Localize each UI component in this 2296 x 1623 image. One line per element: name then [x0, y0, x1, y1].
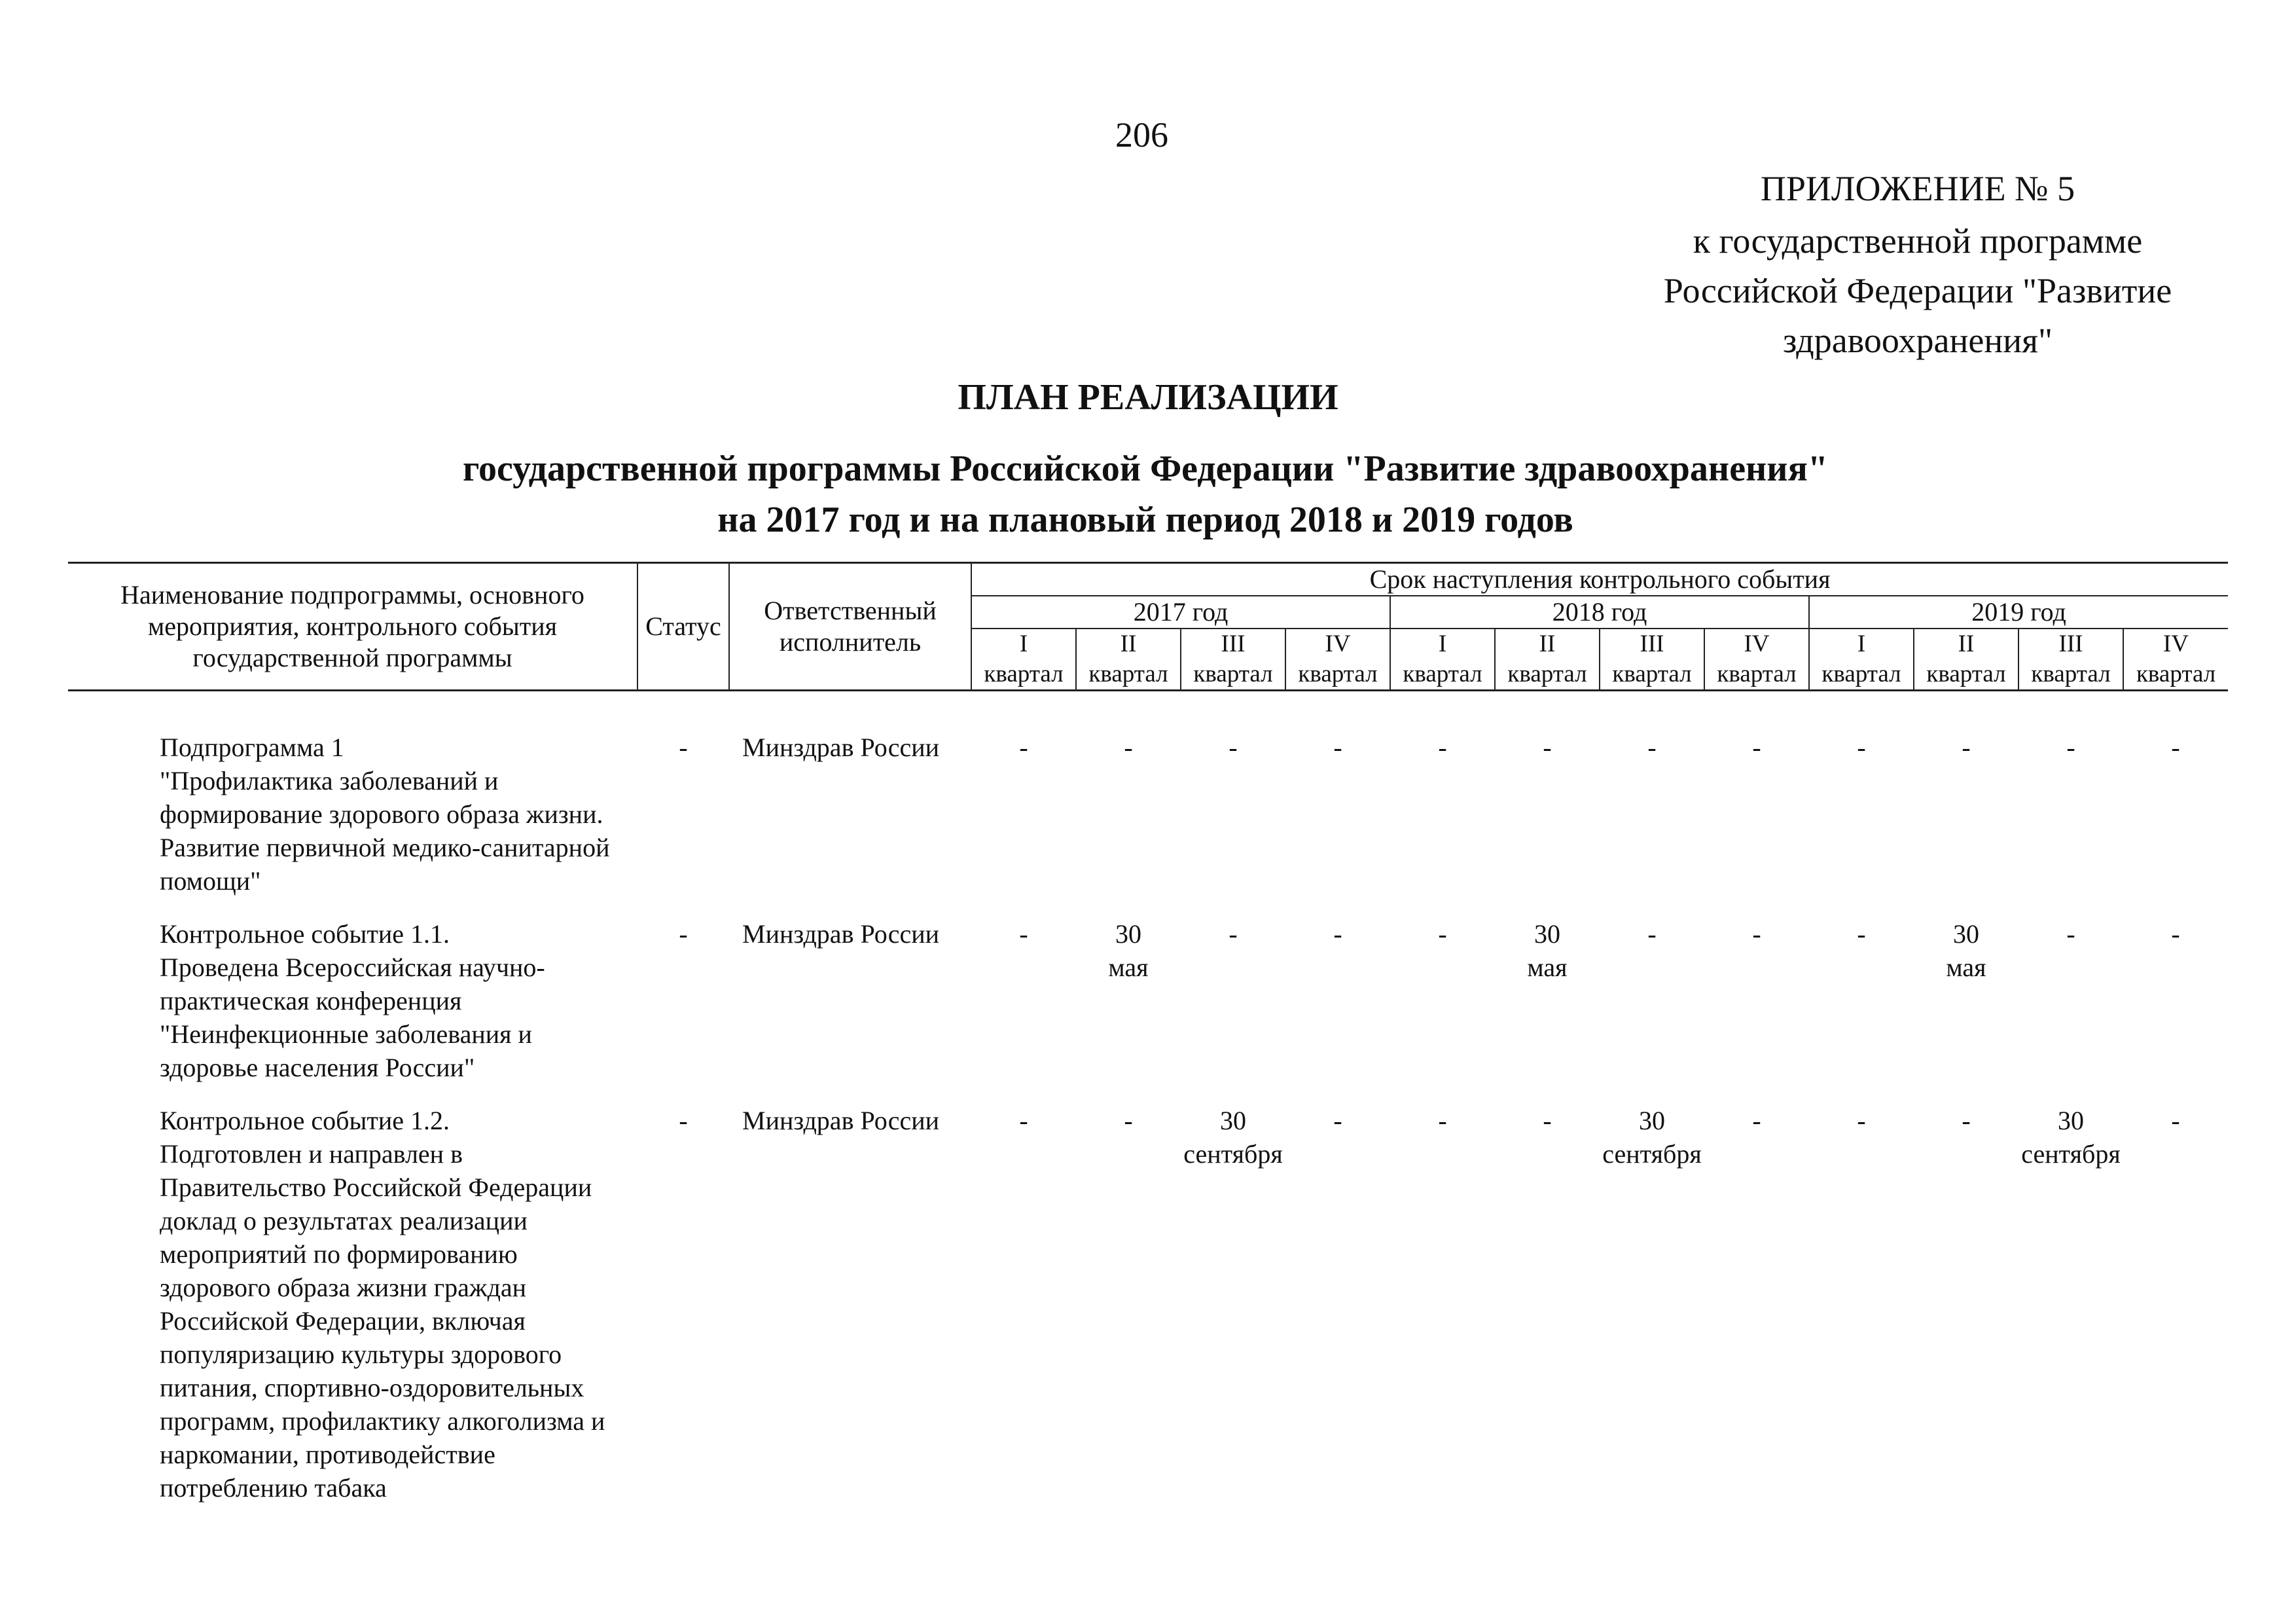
- quarter-month: сентября: [2021, 1139, 2121, 1169]
- row-quarter-cell: [971, 917, 1076, 1104]
- header-quarter-word: квартал: [1926, 661, 2006, 687]
- header-quarter-word: квартал: [984, 661, 1064, 687]
- header-quarter-word: квартал: [1507, 661, 1587, 687]
- row-status: -: [679, 1106, 688, 1135]
- row-quarter-cell: [1914, 731, 2018, 917]
- annex-title: ПРИЛОЖЕНИЕ № 5: [1760, 169, 2075, 208]
- row-quarter-cell: [1600, 1104, 1704, 1524]
- quarter-value: -: [1019, 733, 1028, 762]
- row-quarter-cell: [1809, 917, 1914, 1104]
- implementation-plan-table: [68, 562, 2228, 1524]
- row-quarter-cell: [1914, 917, 2018, 1104]
- row-quarter-cell: [1285, 917, 1390, 1104]
- table-row: [68, 917, 2228, 1104]
- row-quarter-cell: [1914, 1104, 2018, 1524]
- quarter-value: -: [1752, 919, 1761, 949]
- quarter-value: 30: [1115, 919, 1141, 949]
- row-quarter-cell: [1076, 1104, 1181, 1524]
- table-row: [68, 1104, 2228, 1524]
- header-quarter-word: квартал: [1403, 661, 1482, 687]
- row-quarter-cell: [2123, 917, 2228, 1104]
- header-year-2019: 2019 год: [1809, 596, 2228, 629]
- annex-block: [1590, 164, 2245, 365]
- header-quarter-number: II: [1958, 630, 1975, 657]
- header-quarter-word: квартал: [1821, 661, 1901, 687]
- quarter-value: -: [1647, 919, 1657, 949]
- row-name: Контрольное событие 1.2. Подготовлен и направлен в Правительство Российской Федерации доклад о результатах реализации мероприятий по формированию здорового образа жизни граждан Российской Федерации, включая популяризацию культуры здорового питания, спортивно-оздоровительных программ, профилактику алкоголизма и наркомании, противодействие потреблению табака: [160, 1106, 605, 1503]
- quarter-value: -: [1962, 1106, 1971, 1135]
- row-quarter-cell: [1809, 731, 1914, 917]
- header-quarter-word: квартал: [1717, 661, 1797, 687]
- row-quarter-cell: [1181, 917, 1285, 1104]
- annex-line-1: к государственной программе: [1693, 221, 2143, 261]
- quarter-value: -: [1438, 919, 1447, 949]
- row-quarter-cell: [2018, 917, 2123, 1104]
- row-quarter-cell: [971, 1104, 1076, 1524]
- row-quarter-cell: [2123, 1104, 2228, 1524]
- row-quarter-cell: [1495, 1104, 1600, 1524]
- row-quarter-cell: [1181, 731, 1285, 917]
- quarter-value: 30: [1953, 919, 1979, 949]
- row-quarter-cell: [1285, 731, 1390, 917]
- header-quarter-word: квартал: [1088, 661, 1168, 687]
- row-quarter-cell: [1704, 731, 1809, 917]
- annex-line-2: Российской Федерации "Развитие: [1663, 271, 2172, 310]
- header-quarter-word: квартал: [2031, 661, 2111, 687]
- row-executor: Минздрав России: [742, 733, 940, 762]
- header-quarter-number: III: [2058, 630, 2083, 657]
- quarter-value: 30: [1220, 1106, 1246, 1135]
- quarter-month: мая: [1527, 953, 1568, 982]
- quarter-value: -: [2171, 733, 2180, 762]
- quarter-value: -: [1229, 733, 1238, 762]
- header-quarter: [1076, 629, 1181, 691]
- quarter-value: -: [2171, 919, 2180, 949]
- header-quarter-number: I: [1438, 630, 1447, 657]
- row-quarter-cell: [2123, 731, 2228, 917]
- header-quarter-number: I: [1019, 630, 1028, 657]
- row-quarter-cell: [2018, 1104, 2123, 1524]
- quarter-value: -: [1124, 1106, 1133, 1135]
- row-quarter-cell: [1076, 917, 1181, 1104]
- header-name: Наименование подпрограммы, основного мероприятия, контрольного события государственной программы: [68, 563, 637, 691]
- header-quarter: [1809, 629, 1914, 691]
- page-number: 206: [1115, 115, 1168, 155]
- header-year-2018: 2018 год: [1390, 596, 1809, 629]
- header-quarter: [971, 629, 1076, 691]
- row-quarter-cell: [1600, 917, 1704, 1104]
- header-quarter-word: квартал: [1612, 661, 1692, 687]
- header-quarter: [1704, 629, 1809, 691]
- document-subtitle-line-1: государственной программы Российской Федерации "Развитие здравоохранения": [463, 448, 1828, 489]
- row-quarter-cell: [1809, 1104, 1914, 1524]
- header-quarter-word: квартал: [1193, 661, 1273, 687]
- document-subtitle: [131, 443, 2160, 545]
- header-quarter: [1914, 629, 2018, 691]
- row-quarter-cell: [1285, 1104, 1390, 1524]
- row-status: -: [679, 733, 688, 762]
- quarter-value: -: [1019, 919, 1028, 949]
- header-quarter-number: I: [1857, 630, 1866, 657]
- quarter-value: -: [1857, 1106, 1866, 1135]
- table-row: [68, 731, 2228, 917]
- quarter-value: -: [1857, 919, 1866, 949]
- header-quarter-number: IV: [2163, 630, 2189, 657]
- row-quarter-cell: [1600, 731, 1704, 917]
- header-quarter-number: III: [1640, 630, 1664, 657]
- quarter-value: -: [1752, 733, 1761, 762]
- row-quarter-cell: [1390, 917, 1495, 1104]
- quarter-value: -: [1019, 1106, 1028, 1135]
- row-name: Контрольное событие 1.1. Проведена Всероссийская научно-практическая конференция "Неинфекционные заболевания и здоровье населения России": [160, 919, 545, 1082]
- quarter-value: -: [1333, 919, 1342, 949]
- header-executor: Ответственный исполнитель: [729, 563, 971, 691]
- quarter-value: -: [1333, 733, 1342, 762]
- header-quarter-word: квартал: [1298, 661, 1378, 687]
- quarter-value: -: [1124, 733, 1133, 762]
- row-quarter-cell: [1495, 731, 1600, 917]
- row-quarter-cell: [2018, 731, 2123, 917]
- row-quarter-cell: [1390, 1104, 1495, 1524]
- row-quarter-cell: [971, 731, 1076, 917]
- row-quarter-cell: [1390, 731, 1495, 917]
- quarter-value: -: [2066, 919, 2075, 949]
- quarter-value: -: [2171, 1106, 2180, 1135]
- header-status: Статус: [637, 563, 729, 691]
- row-executor: Минздрав России: [742, 919, 940, 949]
- quarter-month: сентября: [1183, 1139, 1283, 1169]
- quarter-value: -: [1229, 919, 1238, 949]
- quarter-value: 30: [1534, 919, 1560, 949]
- quarter-value: -: [1333, 1106, 1342, 1135]
- quarter-value: -: [2066, 733, 2075, 762]
- quarter-month: сентября: [1602, 1139, 1702, 1169]
- document-title: ПЛАН РЕАЛИЗАЦИИ: [958, 377, 1338, 418]
- quarter-value: 30: [2058, 1106, 2084, 1135]
- quarter-value: 30: [1639, 1106, 1665, 1135]
- header-quarter-word: квартал: [2136, 661, 2216, 687]
- header-quarter: [1495, 629, 1600, 691]
- header-quarter: [1181, 629, 1285, 691]
- quarter-month: мая: [1946, 953, 1986, 982]
- row-quarter-cell: [1704, 1104, 1809, 1524]
- row-status: -: [679, 919, 688, 949]
- header-deadline: Срок наступления контрольного события: [971, 563, 2228, 596]
- header-quarter: [1285, 629, 1390, 691]
- row-quarter-cell: [1495, 917, 1600, 1104]
- quarter-value: -: [1438, 733, 1447, 762]
- header-quarter: [2018, 629, 2123, 691]
- header-quarter-number: IV: [1325, 630, 1351, 657]
- header-quarter: [1600, 629, 1704, 691]
- row-quarter-cell: [1076, 731, 1181, 917]
- row-executor: Минздрав России: [742, 1106, 940, 1135]
- header-quarter-number: III: [1221, 630, 1246, 657]
- quarter-value: -: [1857, 733, 1866, 762]
- quarter-value: -: [1752, 1106, 1761, 1135]
- document-subtitle-line-2: на 2017 год и на плановый период 2018 и 2019 годов: [717, 500, 1573, 540]
- row-name: Подпрограмма 1 "Профилактика заболеваний и формирование здорового образа жизни. Развитие первичной медико-санитарной помощи": [160, 733, 610, 896]
- quarter-value: -: [1438, 1106, 1447, 1135]
- quarter-month: мая: [1108, 953, 1149, 982]
- quarter-value: -: [1543, 1106, 1552, 1135]
- quarter-value: -: [1962, 733, 1971, 762]
- quarter-value: -: [1647, 733, 1657, 762]
- header-year-2017: 2017 год: [971, 596, 1390, 629]
- header-quarter-number: IV: [1744, 630, 1770, 657]
- annex-line-3: здравоохранения": [1782, 321, 2053, 360]
- row-quarter-cell: [1181, 1104, 1285, 1524]
- header-quarter: [2123, 629, 2228, 691]
- quarter-value: -: [1543, 733, 1552, 762]
- header-quarter-number: II: [1120, 630, 1137, 657]
- header-quarter-number: II: [1539, 630, 1556, 657]
- row-quarter-cell: [1704, 917, 1809, 1104]
- header-quarter: [1390, 629, 1495, 691]
